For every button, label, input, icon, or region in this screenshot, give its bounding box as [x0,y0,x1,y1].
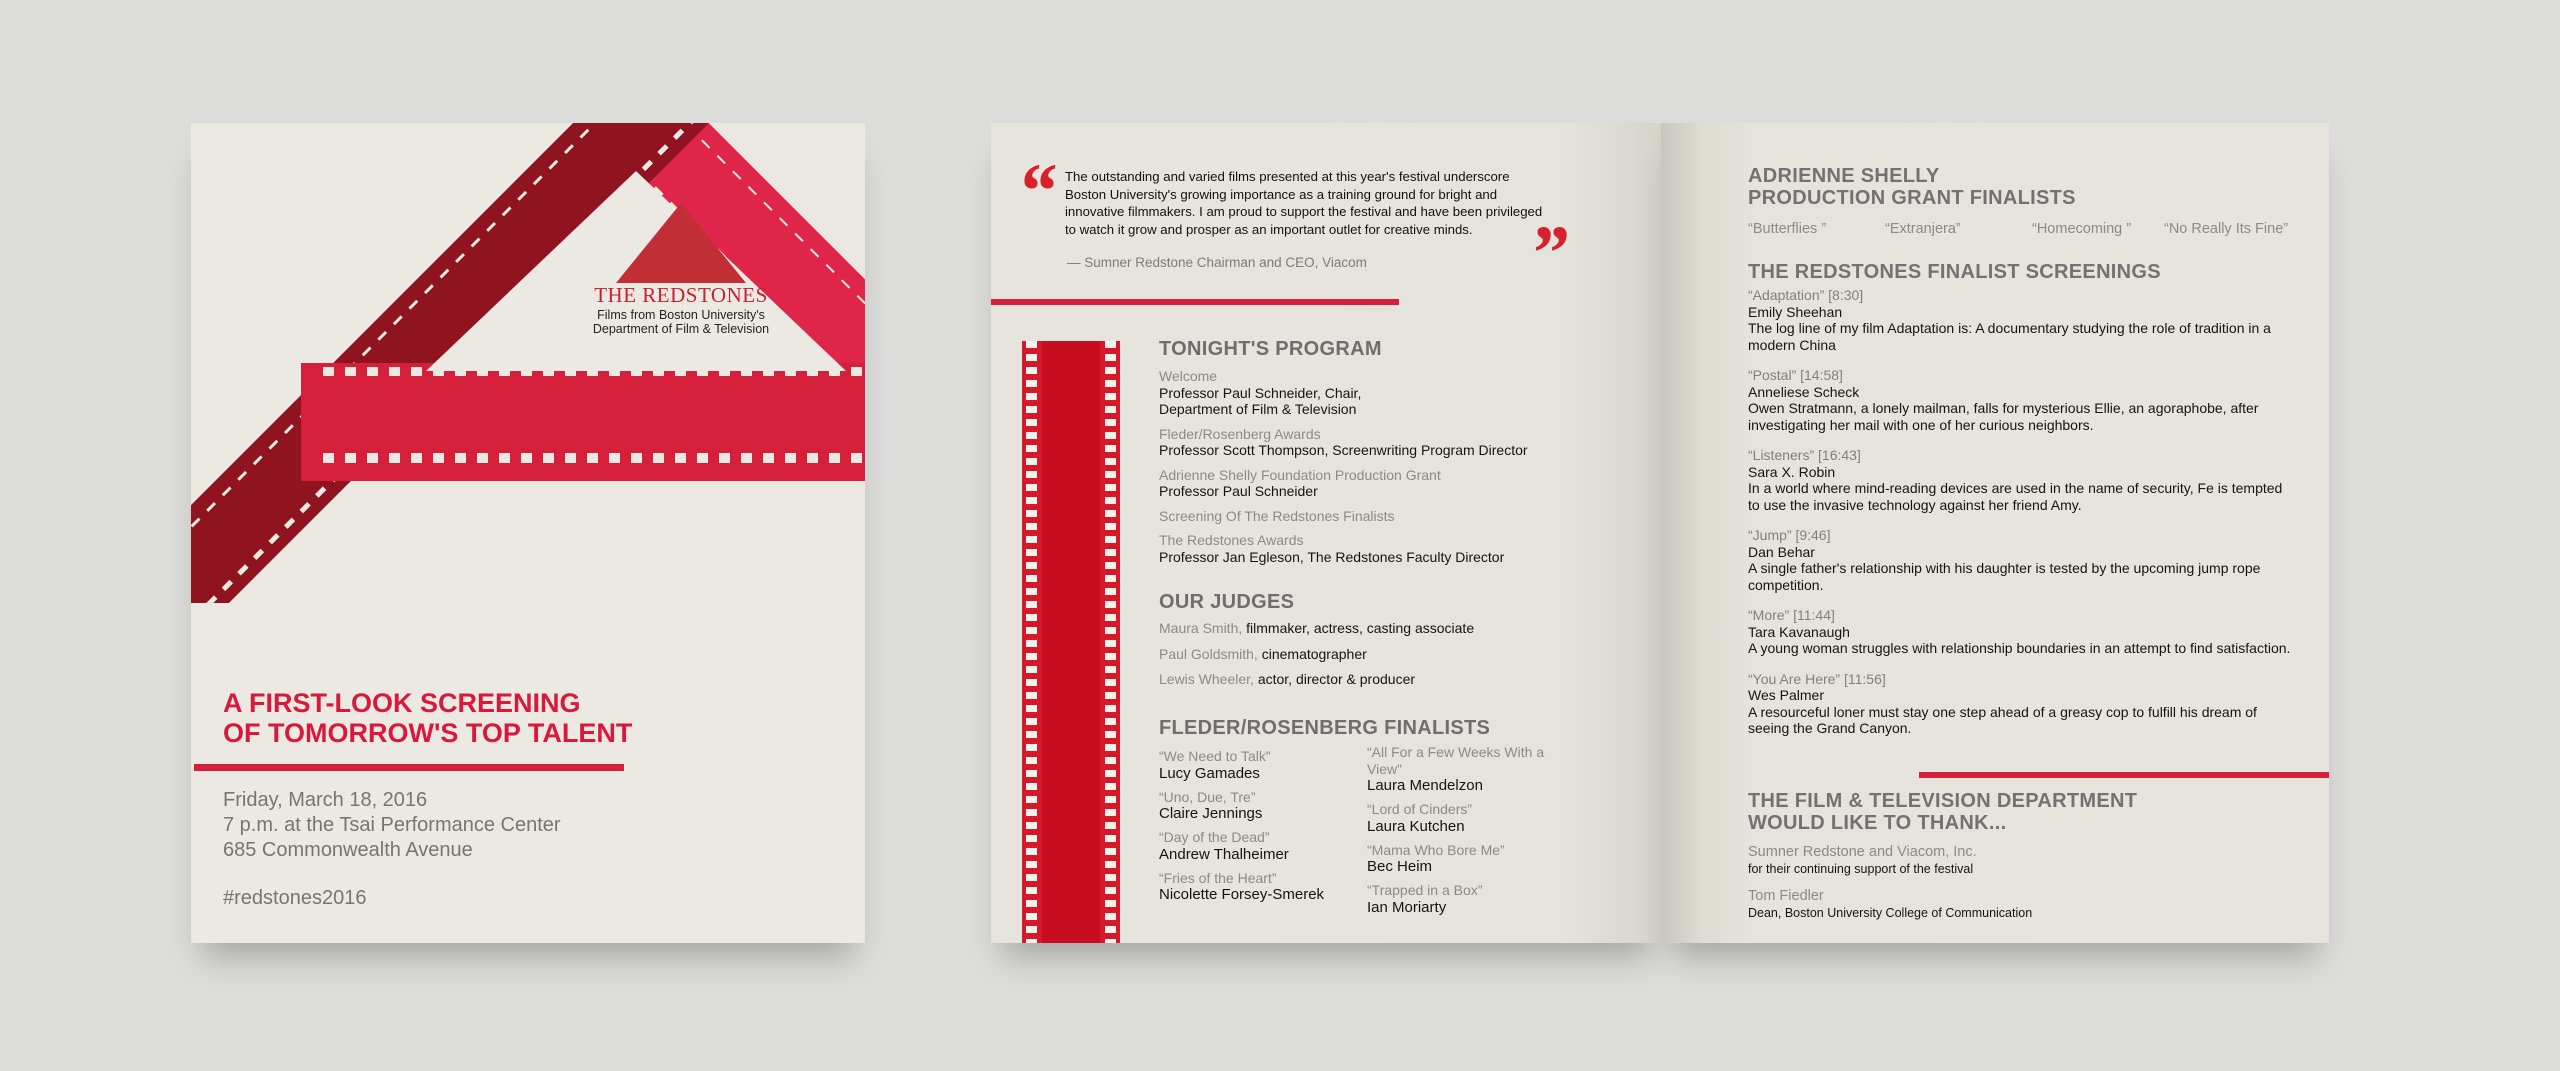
event-time-place: 7 p.m. at the Tsai Performance Center [223,814,561,836]
cover-headline [223,688,632,748]
thanks-note: for their continuing support of the festival [1748,862,1974,876]
program-item: Screening Of The Redstones Finalists [1159,507,1395,524]
finalist-item: “Uno, Due, Tre” Claire Jennings [1159,788,1263,822]
fleder-column-1 [1159,748,1359,910]
event-address: 685 Commonwealth Avenue [223,839,473,861]
fleder-heading: FLEDER/ROSENBERG FINALISTS [1159,717,1491,739]
event-info [223,788,561,863]
shelly-title: “Homecoming ” [2032,221,2132,237]
program-item: The Redstones Awards Professor Jan Egleson, The Redstones Faculty Director [1159,532,1505,565]
shelly-heading: ADRIENNE SHELLY PRODUCTION GRANT FINALISTS [1748,165,2076,209]
quote-attribution: — Sumner Redstone Chairman and CEO, Viacom [1067,255,1367,270]
program-list [1159,368,1629,573]
quote-text: The outstanding and varied films presented at this year's festival underscore Boston University's growing importance as a training ground for bright and innovative filmmakers. I am proud to support the festival and have been privileged to watch it grow and prosper as an important outlet for creative minds. [1065,169,1543,237]
headline-line-1: A FIRST-LOOK SCREENING [223,688,581,718]
finalist-item: “We Need to Talk” Lucy Gamades [1159,748,1271,782]
logo-subtitle-1: Films from Boston University's [597,308,765,322]
finalist-item: “All For a Few Weeks With a View” Laura Mendelzon [1367,744,1545,794]
finalist-item: “Lord of Cinders” Laura Kutchen [1367,801,1473,835]
judge-item: Paul Goldsmith, cinematographer [1159,645,1367,662]
thanks-org: Tom Fiedler [1748,888,1824,904]
vertical-film-strip [1022,341,1120,943]
close-quote-icon: ” [1529,209,1568,296]
screening-item: “More” [11:44] Tara Kavanaugh A young woman struggles with relationship boundaries in an attempt to find satisfaction. [1748,607,2291,656]
finalist-item: “Trapped in a Box” Ian Moriarty [1367,882,1483,916]
judges-list [1159,620,1474,697]
program-item: Adrienne Shelly Foundation Production Grant Professor Paul Schneider [1159,466,1441,499]
thanks-org: Sumner Redstone and Viacom, Inc. [1748,844,1977,860]
logo-subtitle-2: Department of Film & Television [592,322,770,336]
shelly-title: “Extranjera” [1885,221,1961,237]
thanks-section: THE FILM & TELEVISION DEPARTMENT WOULD LIKE TO THANK... Sumner Redstone and Viacom, Inc. for their continuing support of the festival Tom Fiedler Dean, Boston University College of Communication [1748,790,2308,932]
program-heading: TONIGHT'S PROGRAM [1159,338,1382,360]
quote-divider [991,299,1399,305]
cover-page [191,123,865,943]
screenings-section [1748,261,2293,751]
thanks-note: Dean, Boston University College of Communication [1748,906,2033,920]
redstones-logo [516,203,846,336]
finalist-item: “Day of the Dead” Andrew Thalheimer [1159,829,1289,863]
judge-item: Lewis Wheeler, actor, director & producer [1159,671,1416,687]
finalist-item: “Mama Who Bore Me” Bec Heim [1367,841,1505,875]
logo-title: THE REDSTONES [594,283,768,307]
screening-item: “Adaptation” [8:30] Emily Sheehan The log line of my film Adaptation is: A documentary studying the role of tradition in a modern China [1748,287,2271,353]
open-quote-icon: “ [1017,147,1056,234]
judges-heading: OUR JUDGES [1159,591,1295,613]
hashtag: #redstones2016 [223,887,367,909]
screening-item: “Listeners” [16:43] Sara X. Robin In a world where mind-reading devices are used in the name of security, Fe is tempted to use the invasive technology against her friend Amy. [1748,447,2283,513]
program-left-page [991,123,1661,943]
shelly-title: “Butterflies ” [1748,221,1827,237]
headline-line-2: OF TOMORROW'S TOP TALENT [223,718,633,748]
program-item: Fleder/Rosenberg Awards Professor Scott Thompson, Screenwriting Program Director [1159,425,1528,458]
thanks-divider [1919,772,2329,778]
shelly-title: “No Really Its Fine” [2164,221,2289,237]
cover-divider [194,764,624,771]
screening-item: “Jump” [9:46] Dan Behar A single father's relationship with his daughter is tested by the upcoming jump rope competition. [1748,527,2261,593]
screening-item: “Postal” [14:58] Anneliese Scheck Owen Stratmann, a lonely mailman, falls for mysterious Ellie, an agoraphobe, after investigating her mail with one of her curious neighbors. [1748,367,2259,433]
program-right-page [1661,123,2329,943]
fleder-column-2 [1367,744,1557,923]
logo-triangle-icon [616,203,746,283]
judge-item: Maura Smith, filmmaker, actress, casting associate [1159,620,1475,636]
program-item: Welcome Professor Paul Schneider, Chair, Department of Film & Television [1159,368,1362,417]
finalist-item: “Fries of the Heart” Nicolette Forsey-Smerek [1159,869,1325,903]
event-date: Friday, March 18, 2016 [223,789,428,811]
screenings-heading: THE REDSTONES FINALIST SCREENINGS [1748,261,2161,283]
screening-item: “You Are Here” [11:56] Wes Palmer A resourceful loner must stay one step ahead of a greasy cop to fulfill his dream of seeing the Grand Canyon. [1748,670,2257,736]
